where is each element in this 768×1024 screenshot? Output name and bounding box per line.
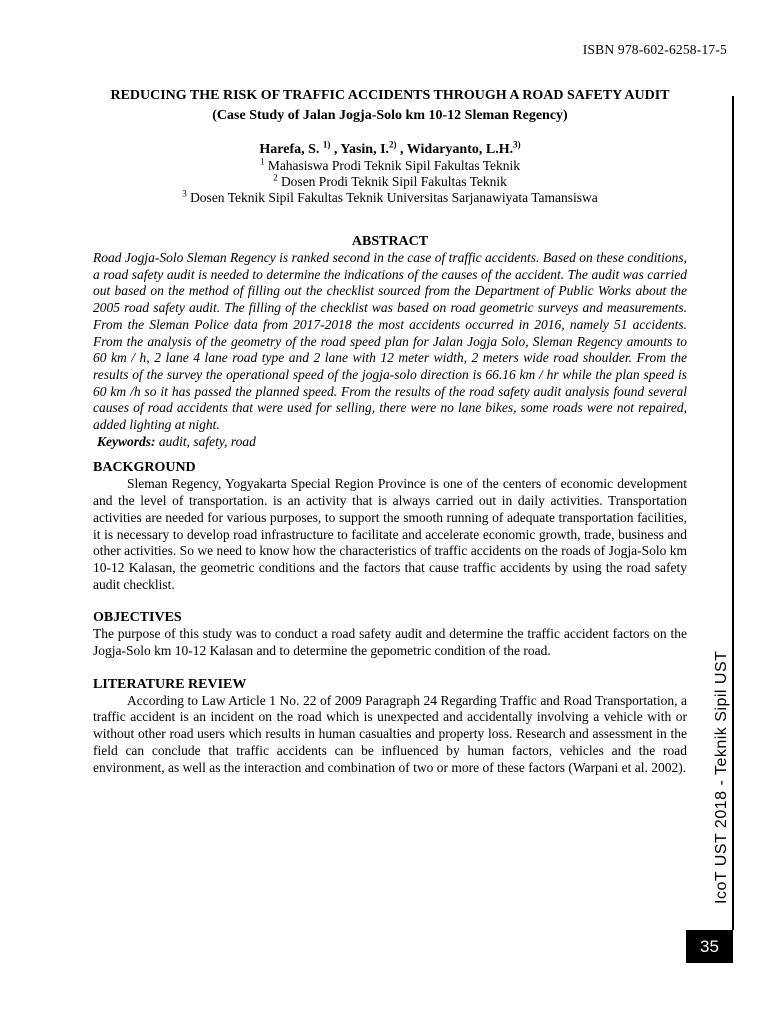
keywords: [97, 434, 687, 451]
paper-subtitle: (Case Study of Jalan Jogja-Solo km 10-12 Sleman Regency): [212, 108, 568, 123]
abstract-heading: ABSTRACT: [351, 234, 429, 249]
section-heading-literature-review: LITERATURE REVIEW: [93, 676, 247, 692]
author-line: [93, 139, 687, 158]
page-number: 35: [686, 930, 733, 963]
affiliation-1-num: 1: [259, 156, 265, 167]
author-1: Harefa, S.: [259, 142, 323, 157]
isbn-header: ISBN 978-602-6258-17-5: [582, 42, 727, 57]
section-heading-background: BACKGROUND: [93, 460, 196, 476]
author-3: , Widaryanto, L.H.: [396, 142, 514, 157]
affiliation-1: [93, 158, 687, 174]
keywords-list: audit, safety, road: [155, 433, 256, 449]
author-1-ref: 1): [322, 139, 331, 150]
affiliation-2-text: Dosen Prodi Teknik Sipil Fakultas Teknik: [277, 174, 507, 189]
affiliation-3: [93, 190, 687, 206]
section-text-objectives: The purpose of this study was to conduct a road safety audit and determine the traffic accident factors on the Jogja-Solo km 10-12 Kalasan and to determine the gepometric condition of the road.: [93, 626, 687, 659]
section-heading-objectives: OBJECTIVES: [93, 610, 182, 626]
margin-rule: [732, 96, 734, 930]
section-text-literature-review: According to Law Article 1 No. 22 of 2009 Paragraph 24 Regarding Traffic and Road Transportation, a traffic accident is an incident on the road which is unexpected and accidentally involving a vehicle with or without other road users which results in human casualties and property loss. Research and assessment in the field can conclude that traffic accidents can be influenced by human factors, vehicles and the road environment, as well as the interaction and combination of two or more of these factors (Warpani et al. 2002).: [93, 692, 687, 775]
section-text-background: Sleman Regency, Yogyakarta Special Region Province is one of the centers of economic development and the level of transportation. is an activity that is always carried out in daily activities. Transportation activities are needed for various purposes, to support the smooth running of adequate transportation facilities, it is necessary to develop road infrastructure to facilitate and accelerate economic growth, trade, business and other activities. So we need to know how the characteristics of traffic accidents on the roads of Jogja-Solo km 10-12 Kalasan, the geometric conditions and the factors that cause traffic accidents by using the road safety audit checklist.: [93, 476, 687, 592]
affiliation-3-num: 3: [182, 188, 187, 199]
paper-title: REDUCING THE RISK OF TRAFFIC ACCIDENTS THROUGH A ROAD SAFETY AUDIT: [110, 88, 670, 103]
conference-side-label: IcoT UST 2018 - Teknik Sipil UST: [713, 650, 730, 904]
author-2: , Yasin, I.: [330, 142, 390, 157]
affiliation-3-text: Dosen Teknik Sipil Fakultas Teknik Universitas Sarjanawiyata Tamansiswa: [186, 190, 598, 205]
affiliation-2-num: 2: [273, 172, 278, 183]
author-2-ref: 2): [389, 139, 397, 150]
paper-body: [93, 88, 687, 776]
affiliation-1-text: Mahasiswa Prodi Teknik Sipil Fakultas Teknik: [264, 158, 521, 173]
abstract-text: Road Jogja-Solo Sleman Regency is ranked second in the case of traffic accidents. Based on these conditions, a road safety audit is needed to determine the indications of the causes of the accident. The audit was carried out based on the method of filling out the checklist sourced from the Department of Public Works about the 2005 road safety audit. The filling of the checklist was based on road geometric surveys and measurements. From the Sleman Police data from 2017-2018 the most accidents occurred in 2016, namely 51 accidents. From the analysis of the geometry of the road speed plan for Jalan Jogja Solo, Sleman Regency amounts to 60 km / h, 2 lane 4 lane road type and 2 lane with 12 meter width, 2 meters wide road shoulder. From the results of the survey the operational speed of the jogja-solo direction is 66.16 km / hr while the plan speed is 60 km /h so it has passed the planned speed. From the results of the road safety audit analysis found several causes of road accidents that were used for selling, there were no lane bikes, some roads were not repaired, added lighting at night.: [93, 250, 687, 433]
author-3-ref: 3): [513, 139, 521, 150]
keywords-label: Keywords:: [97, 433, 156, 449]
